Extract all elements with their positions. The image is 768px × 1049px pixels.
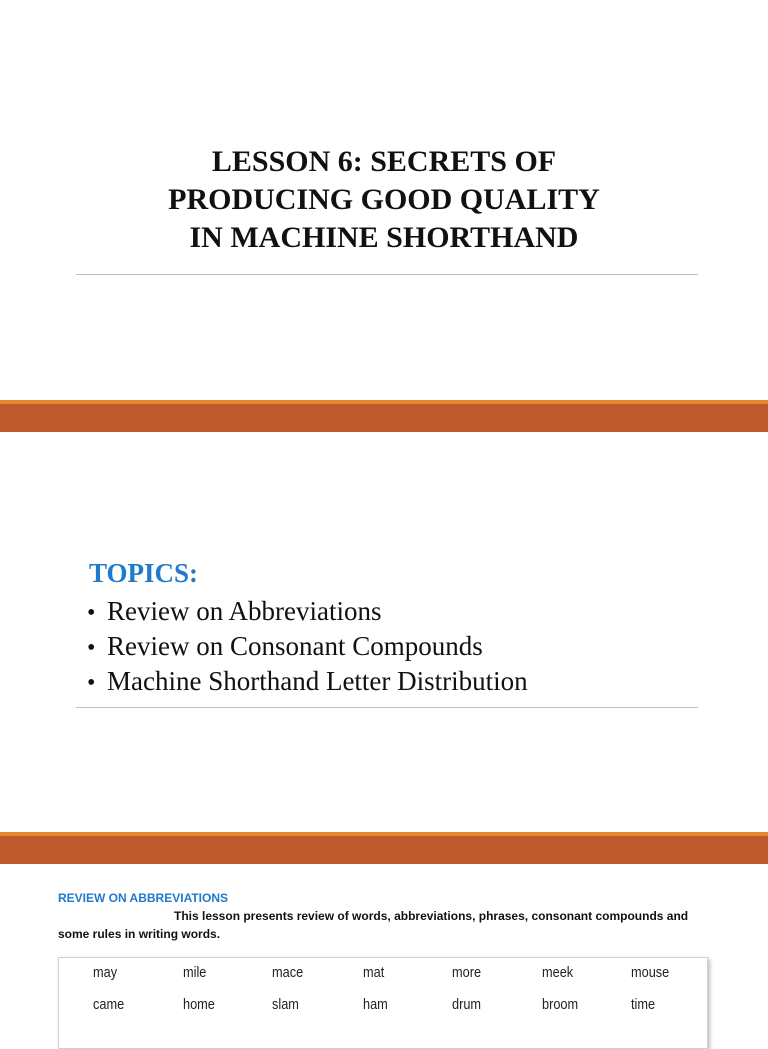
word-cell: more xyxy=(452,964,482,981)
divider-line xyxy=(76,274,698,275)
topic-label: Machine Shorthand Letter Distribution xyxy=(107,666,528,696)
word-cell: slam xyxy=(272,996,299,1013)
bullet-icon: • xyxy=(87,635,96,661)
slide-topics xyxy=(0,432,768,832)
word-cell: may xyxy=(93,964,118,981)
table-row xyxy=(59,996,707,1026)
word-cell: ham xyxy=(363,996,388,1013)
lesson-title xyxy=(0,143,768,257)
table-row xyxy=(59,964,707,994)
intro-paragraph: This lesson presents review of words, abbreviations, phrases, consonant compounds and some rules in writing words. xyxy=(58,909,689,941)
topics-heading: TOPICS: xyxy=(89,558,199,588)
list-item xyxy=(87,594,528,629)
word-cell: drum xyxy=(452,996,482,1013)
word-cell: came xyxy=(93,996,125,1013)
list-item xyxy=(87,664,528,699)
word-cell: broom xyxy=(542,996,579,1013)
title-line: PRODUCING GOOD QUALITY xyxy=(168,183,600,216)
topic-label: Review on Abbreviations xyxy=(107,596,382,626)
word-cell: mace xyxy=(272,964,304,981)
title-line: LESSON 6: SECRETS OF xyxy=(211,145,557,178)
word-cell: mat xyxy=(363,964,385,981)
topic-label: Review on Consonant Compounds xyxy=(107,631,483,661)
word-cell: home xyxy=(183,996,215,1013)
bullet-icon: • xyxy=(87,600,96,626)
list-item xyxy=(87,629,528,664)
bullet-icon: • xyxy=(87,670,96,696)
section-heading: REVIEW ON ABBREVIATIONS xyxy=(58,891,229,905)
divider-line xyxy=(76,707,698,708)
topics-list xyxy=(87,594,528,699)
word-cell: mouse xyxy=(631,964,670,981)
slide-title xyxy=(0,0,768,400)
title-line: IN MACHINE SHORTHAND xyxy=(189,221,579,254)
word-cell: time xyxy=(631,996,656,1013)
word-table xyxy=(58,957,708,1049)
slide-review xyxy=(0,864,768,1024)
slide-separator xyxy=(0,832,768,864)
word-cell: mile xyxy=(183,964,207,981)
slide-separator xyxy=(0,400,768,432)
word-cell: meek xyxy=(542,964,574,981)
